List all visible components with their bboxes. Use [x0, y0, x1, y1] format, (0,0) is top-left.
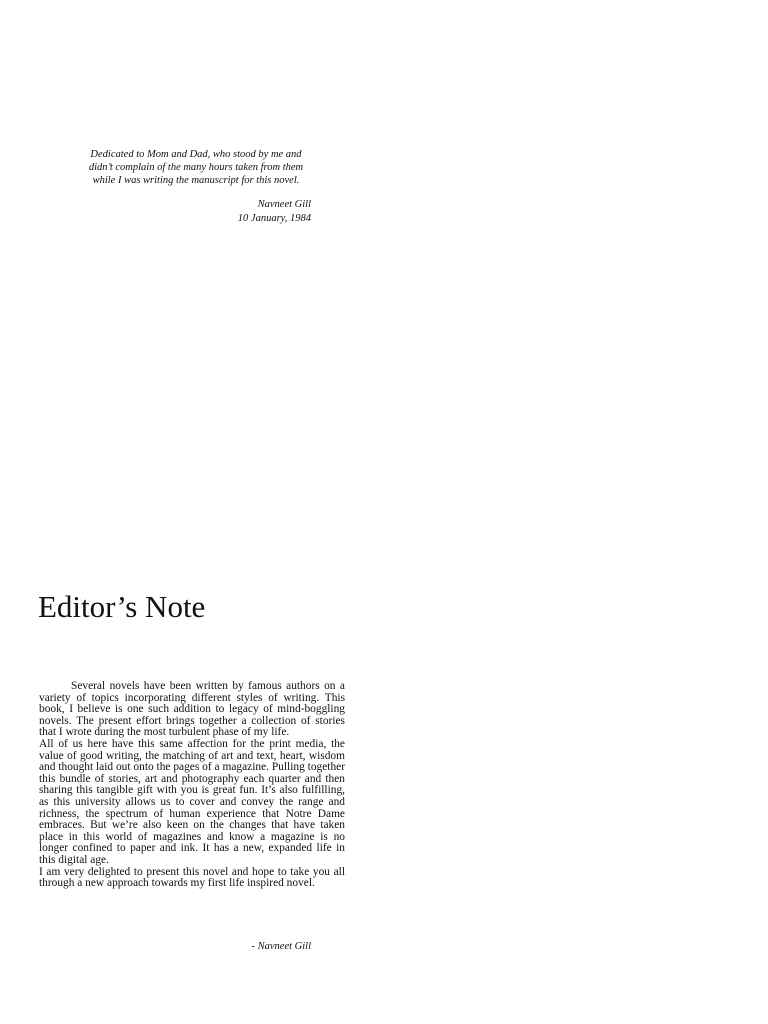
- editors-note-paragraph: Several novels have been written by famous authors on a variety of topics incorporating different styles of writing. This book, I believe is one such addition to legacy of mind-boggling novels. The present effort brings together a collection of stories that I wrote during the most turbulent phase of my life.: [39, 680, 345, 739]
- dedication-author: Navneet Gill: [257, 199, 311, 210]
- dedication-signature: [160, 198, 311, 225]
- editors-note-body: [39, 681, 345, 890]
- editors-note-title: Editor’s Note: [38, 589, 206, 624]
- dedication: [78, 148, 314, 188]
- dedication-text: Dedicated to Mom and Dad, who stood by me and didn’t complain of the many hours taken from them while I was writing the manuscript for this novel.: [88, 149, 304, 187]
- editors-note-paragraph: All of us here have this same affection for the print media, the value of good writing, the matching of art and text, heart, wisdom and thought laid out onto the pages of a magazine. Pulling together this bundle of stories, art and photography each quarter and then sharing this tangible gift with you is great fun. It’s also fulfilling, as this university allows us to cover and convey the range and richness, the spectrum of human experience that Notre Dame embraces. But we’re also keen on the changes that have taken place in this world of magazines and know a magazine is no longer confined to paper and ink. It has a new, expanded life in this digital age.: [39, 737, 345, 866]
- editors-note-paragraph: I am very delighted to present this novel and hope to take you all through a new approach towards my first life inspired novel.: [39, 865, 345, 890]
- dedication-date: 10 January, 1984: [237, 212, 311, 224]
- editors-note-signature: - Navneet Gill: [251, 941, 311, 952]
